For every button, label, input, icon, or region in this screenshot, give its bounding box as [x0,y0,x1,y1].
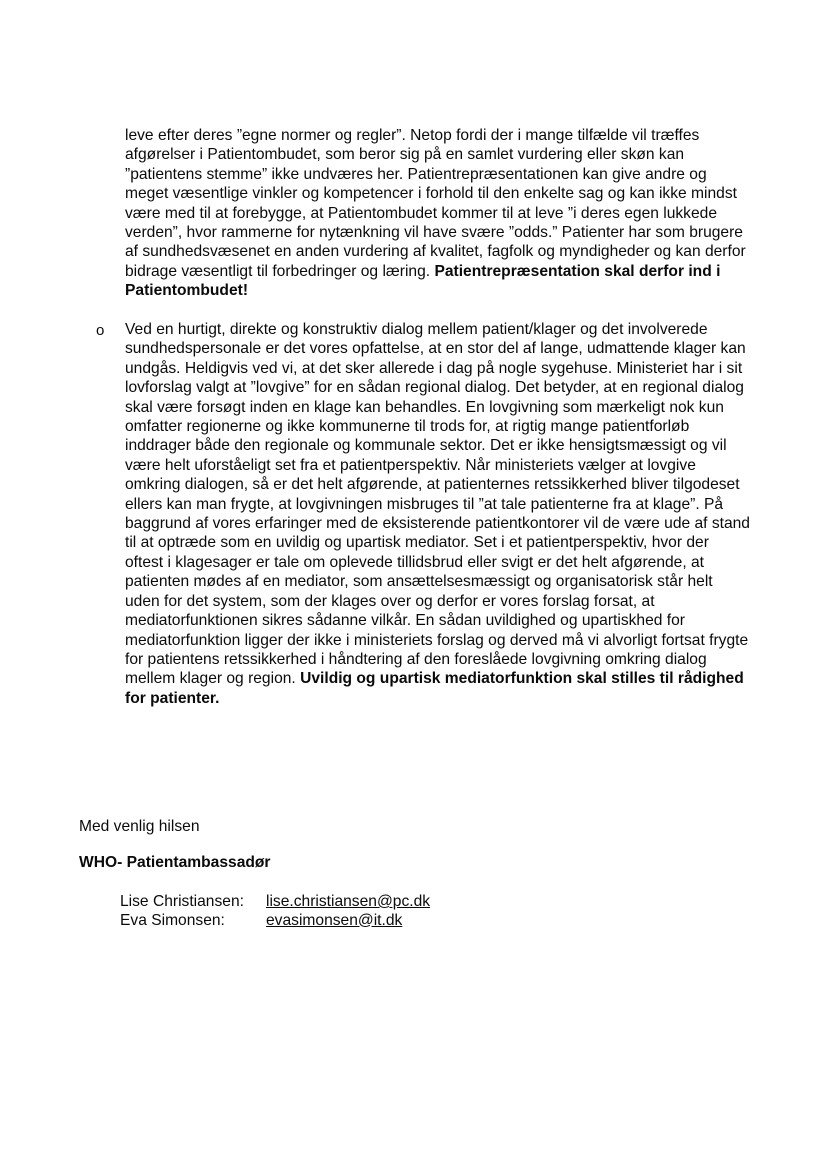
paragraph-patient-representation [125,126,750,301]
closing-greeting: Med venlig hilsen [79,818,200,835]
contact-email-link[interactable]: lise.christiansen@pc.dk [266,893,431,910]
contact-row-lise [120,893,430,912]
paragraph-1-conclusion: Patientrepræsentation skal derfor ind i Patientombudet! [125,262,721,300]
contact-email-link[interactable]: evasimonsen@it.dk [266,911,403,929]
paragraph-1-text: leve efter deres ”egne normer og regler”. Netop fordi der i mange tilfælde vil træffes afgørelser i Patientombudet, som beror sig på en samlet vurdering eller skøn kan ”patientens stemme” ikke undværes her. Patientrepræsentationen kan give andre og meget væsentlige vinkler og kompetencer i forhold til den enkelte sag og kan ikke mindst være med til at forebygge, at Patientombudet kommer til at leve ”i deres egen lukkede verden”, hvor rammerne for nytænkning vil have svære ”odds.” Patienter har som brugere af sundhedsvæsenet en anden vurdering af kvalitet, fagfolk og myndigheder og kan derfor bidrage væsentligt til forbedringer og læring. [125,127,746,280]
paragraph-2-text: Ved en hurtigt, direkte og konstruktiv dialog mellem patient/klager og det involverede sundhedspersonale er det vores opfattelse, at en stor del af lange, udmattende klager kan undgås. Heldigvis ved vi, at det sker allerede i dag på nogle sygehuse. Ministeriet har i sit lovforslag valgt at ”lovgive” for en sådan regional dialog. Det betyder, at en regional dialog skal være forsøgt inden en klage kan behandles. En lovgivning som mærkeligt nok kun omfatter regionerne og ikke kommunerne til trods for, at rigtig mange patientforløb inddrager både den regionale og kommunale sektor. Det er ikke hensigtsmæssigt og vil være helt uforståeligt set fra et patientperspektiv. Når ministeriets vælger at lovgive omkring dialogen, så er det helt afgørende, at patienternes retssikkerhed bliver tilgodeset ellers kan man frygte, at lovgivningen misbruges til ”at tale patienterne fra at klage”. På baggrund af vores erfaringer med de eksisterende patientkontorer vil de være ude af stand til at optræde som en uvildig og upartisk mediator. Set i et patientperspektiv, hvor der oftest i klagesager er tale om oplevede tillidsbrud eller svigt er det helt afgørende, at patienten mødes af en mediator, som ansættelsesmæssigt og organisatorisk står helt uden for det system, som der klages over og derfor er vores forslag forsat, at mediatorfunktionen sikres sådanne vilkår. En sådan uvildighed og upartiskhed for mediatorfunktion ligger der ikke i ministeriets forslag og derved må vi alvorligt fortsat frygte for patientens retssikkerhed i håndtering af den foreslåede lovgivning omkring dialog mellem klager og region. [125,321,750,688]
contact-list [120,893,430,930]
paragraph-dialog-mediator [125,320,750,708]
contact-name: Lise Christiansen: [120,893,244,910]
bullet-circle: o [96,322,105,339]
contact-row-eva [120,912,430,931]
paragraph-2-conclusion: Uvildig og upartisk mediatorfunktion skal stilles til rådighed for patienter. [125,670,744,707]
contact-name: Eva Simonsen: [120,911,225,929]
organization-name: WHO- Patientambassadør [79,854,271,871]
